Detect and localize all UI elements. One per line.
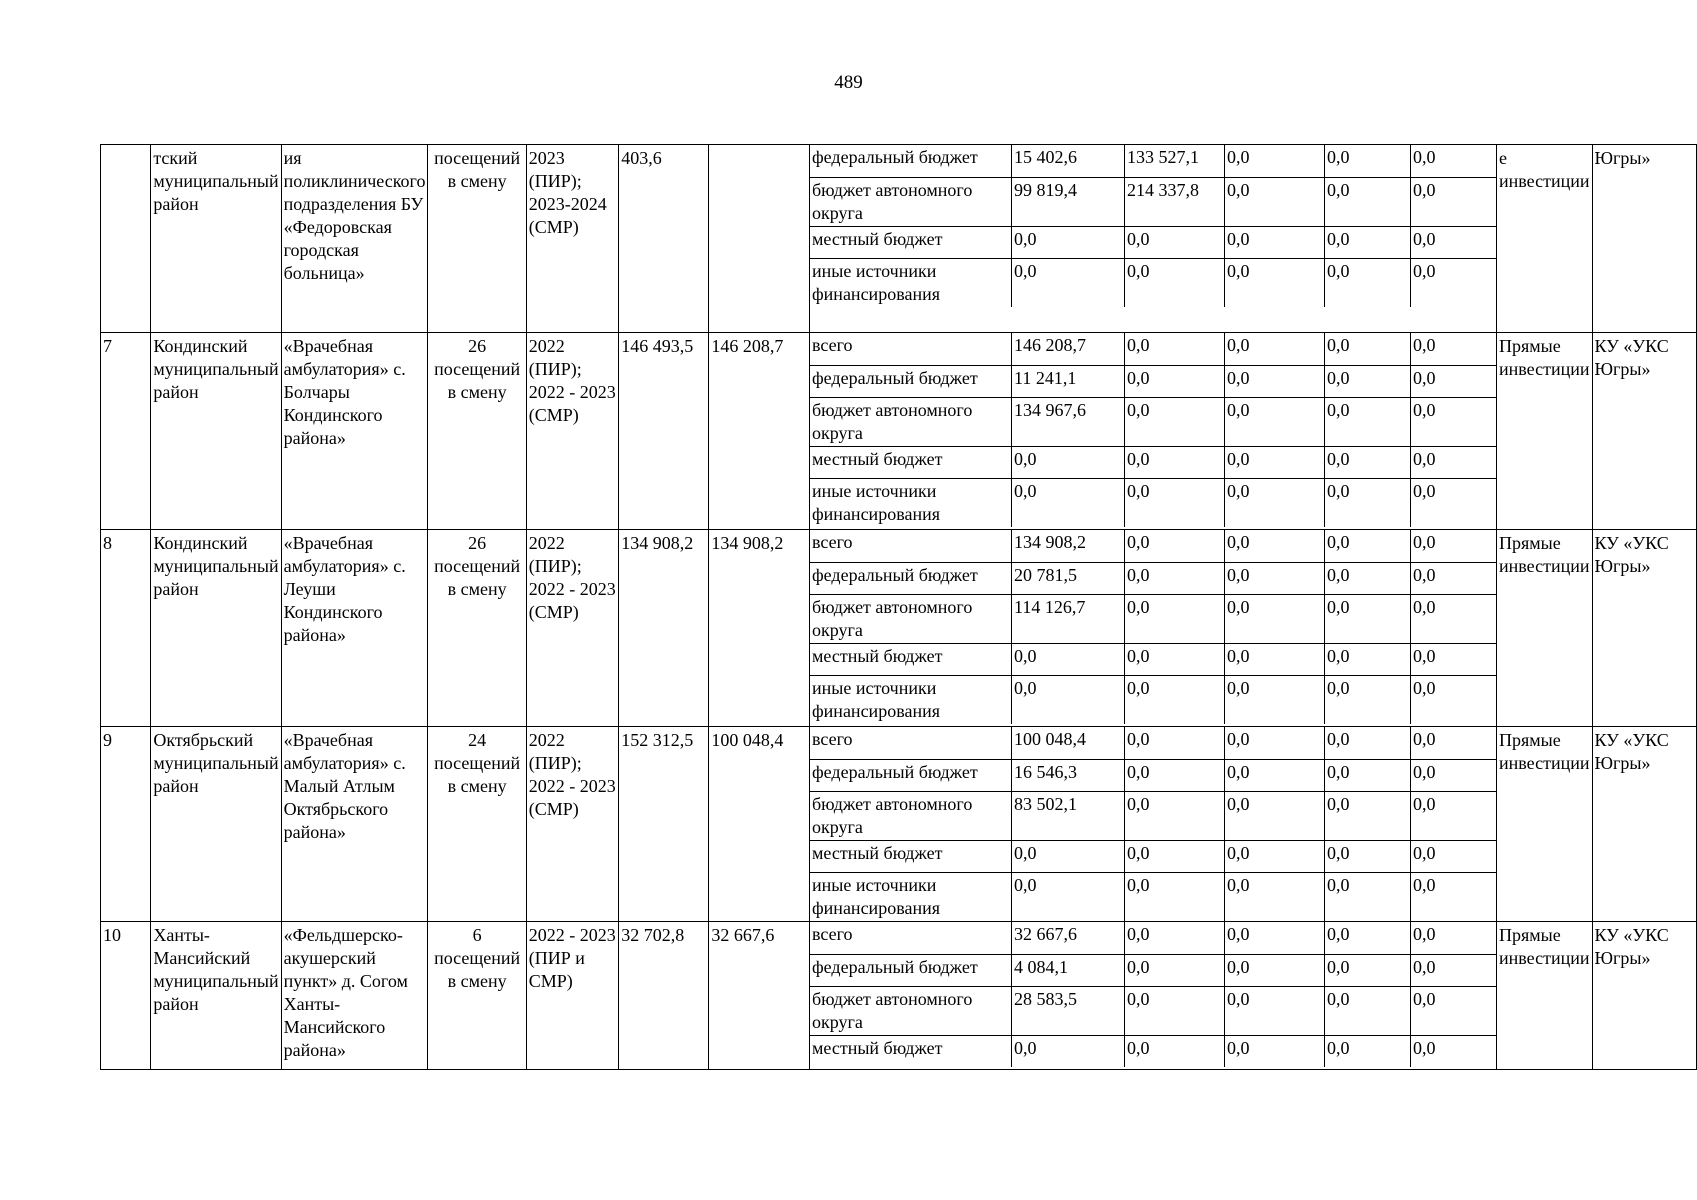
funding-value-v1: 28 583,5	[1011, 987, 1124, 1035]
funding-value-v3: 0,0	[1224, 227, 1324, 258]
funding-value-v3: 0,0	[1224, 259, 1324, 307]
funding-value-v5: 0,0	[1410, 145, 1496, 177]
funding-value-v5: 0,0	[1410, 644, 1496, 675]
funding-source-row	[810, 872, 1496, 921]
funding-value-v3: 0,0	[1224, 922, 1324, 954]
capacity-cell: 6 посещений в смену	[428, 922, 526, 1070]
funding-source-name: местный бюджет	[812, 646, 943, 666]
investment-form-cell: Прямые инвестиции	[1497, 530, 1592, 727]
funding-value-v4: 0,0	[1324, 792, 1410, 840]
funding-value-v5: 0,0	[1410, 873, 1496, 921]
funding-value-v5: 0,0	[1410, 676, 1496, 724]
funding-value-v2: 0,0	[1124, 259, 1224, 307]
funding-value-v2: 0,0	[1124, 955, 1224, 986]
funding-value-v4: 0,0	[1324, 873, 1410, 921]
funding-value-v5: 0,0	[1410, 333, 1496, 365]
funding-value-v3: 0,0	[1224, 841, 1324, 872]
funding-value-v3: 0,0	[1224, 479, 1324, 527]
funding-value-v2: 0,0	[1124, 530, 1224, 562]
cost-remaining-cell: 146 208,7	[709, 333, 810, 530]
funding-value-v1: 15 402,6	[1011, 145, 1124, 177]
funding-value-v4: 0,0	[1324, 145, 1410, 177]
customer-cell: Югры»	[1592, 145, 1697, 333]
funding-value-v1: 0,0	[1011, 644, 1124, 675]
funding-value-v1: 134 967,6	[1011, 398, 1124, 446]
funding-value-v4: 0,0	[1324, 987, 1410, 1035]
funding-value-v4: 0,0	[1324, 644, 1410, 675]
funding-value-v4: 0,0	[1324, 922, 1410, 954]
funding-value-v2: 0,0	[1124, 366, 1224, 397]
funding-value-v5: 0,0	[1410, 398, 1496, 446]
funding-value-v2: 0,0	[1124, 873, 1224, 921]
funding-value-v4: 0,0	[1324, 447, 1410, 478]
funding-value-v1: 0,0	[1011, 1036, 1124, 1067]
funding-source-name: федеральный бюджет	[812, 368, 978, 388]
funding-value-v2: 214 337,8	[1124, 178, 1224, 226]
funding-source-name: местный бюджет	[812, 449, 943, 469]
investment-form-cell: Прямые инвестиции	[1497, 333, 1592, 530]
funding-source-row	[810, 1035, 1496, 1067]
funding-value-v4: 0,0	[1324, 727, 1410, 759]
funding-value-v5: 0,0	[1410, 447, 1496, 478]
capacity-cell: 24 посещений в смену	[428, 727, 526, 922]
row-number: 8	[101, 530, 151, 727]
funding-source-row	[810, 258, 1496, 307]
object-name-cell: «Врачебная амбулатория» с. Малый Атлым Октябрьского района»	[281, 727, 428, 922]
capacity-cell: 26 посещений в смену	[428, 333, 526, 530]
funding-value-v1: 114 126,7	[1011, 595, 1124, 643]
funding-source-name: всего	[812, 335, 853, 355]
funding-value-v5: 0,0	[1410, 727, 1496, 759]
funding-value-v1: 0,0	[1011, 841, 1124, 872]
funding-value-v1: 0,0	[1011, 479, 1124, 527]
funding-value-v4: 0,0	[1324, 841, 1410, 872]
object-name-cell: «Фельдшерско-акушерский пункт» д. Согом Ханты-Мансийского района»	[281, 922, 428, 1070]
funding-value-v4: 0,0	[1324, 530, 1410, 562]
funding-value-v1: 146 208,7	[1011, 333, 1124, 365]
cost-remaining-cell	[709, 145, 810, 333]
funding-value-v1: 32 667,6	[1011, 922, 1124, 954]
funding-value-v2: 0,0	[1124, 398, 1224, 446]
funding-source-row	[810, 986, 1496, 1035]
table-row	[101, 530, 1697, 727]
table-row	[101, 333, 1697, 530]
funding-value-v5: 0,0	[1410, 841, 1496, 872]
cost-remaining-cell: 32 667,6	[709, 922, 810, 1070]
funding-source-name: местный бюджет	[812, 1038, 943, 1058]
investment-form-cell: е инвестиции	[1497, 145, 1592, 333]
funding-value-v2: 0,0	[1124, 727, 1224, 759]
funding-value-v2: 0,0	[1124, 760, 1224, 791]
funding-value-v1: 134 908,2	[1011, 530, 1124, 562]
period-cell: 2023 (ПИР); 2023-2024 (СМР)	[526, 145, 619, 333]
funding-value-v5: 0,0	[1410, 178, 1496, 226]
funding-value-v4: 0,0	[1324, 178, 1410, 226]
funding-source-row	[810, 530, 1496, 562]
funding-source-name: всего	[812, 532, 853, 552]
funding-value-v4: 0,0	[1324, 259, 1410, 307]
funding-value-v3: 0,0	[1224, 676, 1324, 724]
funding-value-v3: 0,0	[1224, 333, 1324, 365]
funding-value-v4: 0,0	[1324, 227, 1410, 258]
funding-source-row	[810, 791, 1496, 840]
funding-source-name: всего	[812, 729, 853, 749]
funding-value-v3: 0,0	[1224, 530, 1324, 562]
object-name-cell: «Врачебная амбулатория» с. Леуши Кондинского района»	[281, 530, 428, 727]
funding-value-v4: 0,0	[1324, 1036, 1410, 1067]
funding-source-name: всего	[812, 924, 853, 944]
table-row	[101, 922, 1697, 1070]
funding-value-v5: 0,0	[1410, 987, 1496, 1035]
funding-source-row	[810, 333, 1496, 365]
municipality-cell: Кондинский муниципальный район	[151, 333, 281, 530]
funding-value-v1: 100 048,4	[1011, 727, 1124, 759]
municipality-cell: тский муниципальный район	[151, 145, 281, 333]
investment-form-cell: Прямые инвестиции	[1497, 727, 1592, 922]
funding-value-v3: 0,0	[1224, 178, 1324, 226]
funding-value-v3: 0,0	[1224, 366, 1324, 397]
funding-source-name: иные источники финансирования	[812, 678, 940, 721]
funding-sources-cell	[810, 333, 1497, 530]
cost-total-cell: 146 493,5	[619, 333, 709, 530]
funding-value-v2: 0,0	[1124, 447, 1224, 478]
funding-source-name: бюджет автономного округа	[812, 400, 973, 443]
funding-value-v5: 0,0	[1410, 922, 1496, 954]
funding-value-v1: 99 819,4	[1011, 178, 1124, 226]
funding-value-v5: 0,0	[1410, 760, 1496, 791]
funding-value-v2: 0,0	[1124, 676, 1224, 724]
funding-source-row	[810, 643, 1496, 675]
funding-source-row	[810, 954, 1496, 986]
funding-value-v4: 0,0	[1324, 563, 1410, 594]
funding-value-v4: 0,0	[1324, 366, 1410, 397]
funding-value-v2: 0,0	[1124, 987, 1224, 1035]
funding-value-v5: 0,0	[1410, 530, 1496, 562]
funding-value-v2: 0,0	[1124, 1036, 1224, 1067]
funding-source-name: местный бюджет	[812, 229, 943, 249]
object-name-cell: «Врачебная амбулатория» с. Болчары Кондинского района»	[281, 333, 428, 530]
municipality-cell: Ханты-Мансийский муниципальный район	[151, 922, 281, 1070]
funding-value-v5: 0,0	[1410, 595, 1496, 643]
funding-source-row	[810, 397, 1496, 446]
funding-source-row	[810, 478, 1496, 527]
funding-value-v1: 0,0	[1011, 676, 1124, 724]
funding-value-v3: 0,0	[1224, 727, 1324, 759]
funding-value-v5: 0,0	[1410, 227, 1496, 258]
funding-source-row	[810, 226, 1496, 258]
funding-source-row	[810, 177, 1496, 226]
period-cell: 2022 (ПИР); 2022 - 2023 (СМР)	[526, 530, 619, 727]
funding-source-row	[810, 675, 1496, 724]
row-number	[101, 145, 151, 333]
funding-sources-cell	[810, 922, 1497, 1070]
funding-value-v1: 11 241,1	[1011, 366, 1124, 397]
period-cell: 2022 (ПИР); 2022 - 2023 (СМР)	[526, 727, 619, 922]
funding-value-v1: 0,0	[1011, 447, 1124, 478]
funding-source-name: федеральный бюджет	[812, 762, 978, 782]
funding-value-v4: 0,0	[1324, 676, 1410, 724]
object-name-cell: ия поликлинического подразделения БУ «Федоровская городская больница»	[281, 145, 428, 333]
funding-value-v2: 0,0	[1124, 792, 1224, 840]
funding-value-v5: 0,0	[1410, 955, 1496, 986]
row-number: 7	[101, 333, 151, 530]
investment-objects-table	[100, 144, 1697, 1070]
funding-value-v3: 0,0	[1224, 955, 1324, 986]
funding-source-row	[810, 840, 1496, 872]
cost-total-cell: 152 312,5	[619, 727, 709, 922]
funding-value-v1: 0,0	[1011, 227, 1124, 258]
funding-value-v1: 20 781,5	[1011, 563, 1124, 594]
funding-source-row	[810, 727, 1496, 759]
row-number: 9	[101, 727, 151, 922]
funding-value-v2: 0,0	[1124, 479, 1224, 527]
funding-value-v2: 0,0	[1124, 333, 1224, 365]
funding-value-v4: 0,0	[1324, 479, 1410, 527]
cost-remaining-cell: 100 048,4	[709, 727, 810, 922]
funding-source-row	[810, 145, 1496, 177]
funding-source-name: местный бюджет	[812, 843, 943, 863]
customer-cell: КУ «УКС Югры»	[1592, 530, 1697, 727]
funding-value-v2: 133 527,1	[1124, 145, 1224, 177]
funding-value-v1: 0,0	[1011, 873, 1124, 921]
funding-value-v4: 0,0	[1324, 595, 1410, 643]
investment-form-cell: Прямые инвестиции	[1497, 922, 1592, 1070]
funding-value-v4: 0,0	[1324, 398, 1410, 446]
cost-remaining-cell: 134 908,2	[709, 530, 810, 727]
funding-value-v2: 0,0	[1124, 644, 1224, 675]
funding-value-v2: 0,0	[1124, 563, 1224, 594]
customer-cell: КУ «УКС Югры»	[1592, 922, 1697, 1070]
funding-source-name: федеральный бюджет	[812, 565, 978, 585]
funding-value-v4: 0,0	[1324, 955, 1410, 986]
table-row	[101, 145, 1697, 333]
cost-total-cell: 32 702,8	[619, 922, 709, 1070]
funding-value-v3: 0,0	[1224, 398, 1324, 446]
table-row	[101, 727, 1697, 922]
funding-value-v5: 0,0	[1410, 479, 1496, 527]
funding-value-v3: 0,0	[1224, 760, 1324, 791]
funding-value-v3: 0,0	[1224, 1036, 1324, 1067]
funding-source-row	[810, 562, 1496, 594]
period-cell: 2022 (ПИР); 2022 - 2023 (СМР)	[526, 333, 619, 530]
cost-total-cell: 134 908,2	[619, 530, 709, 727]
funding-value-v5: 0,0	[1410, 366, 1496, 397]
municipality-cell: Октябрьский муниципальный район	[151, 727, 281, 922]
funding-value-v2: 0,0	[1124, 227, 1224, 258]
funding-value-v1: 4 084,1	[1011, 955, 1124, 986]
period-cell: 2022 - 2023 (ПИР и СМР)	[526, 922, 619, 1070]
funding-value-v3: 0,0	[1224, 447, 1324, 478]
funding-source-name: федеральный бюджет	[812, 147, 978, 167]
funding-source-row	[810, 446, 1496, 478]
funding-source-name: федеральный бюджет	[812, 957, 978, 977]
funding-source-row	[810, 922, 1496, 954]
funding-source-name: бюджет автономного округа	[812, 989, 973, 1032]
row-number: 10	[101, 922, 151, 1070]
municipality-cell: Кондинский муниципальный район	[151, 530, 281, 727]
funding-value-v3: 0,0	[1224, 792, 1324, 840]
funding-source-name: бюджет автономного округа	[812, 180, 973, 223]
funding-value-v2: 0,0	[1124, 595, 1224, 643]
funding-value-v5: 0,0	[1410, 792, 1496, 840]
funding-value-v3: 0,0	[1224, 563, 1324, 594]
funding-value-v3: 0,0	[1224, 644, 1324, 675]
capacity-cell: 26 посещений в смену	[428, 530, 526, 727]
funding-value-v5: 0,0	[1410, 1036, 1496, 1067]
funding-value-v2: 0,0	[1124, 922, 1224, 954]
funding-value-v4: 0,0	[1324, 760, 1410, 791]
funding-value-v2: 0,0	[1124, 841, 1224, 872]
funding-source-name: бюджет автономного округа	[812, 597, 973, 640]
funding-source-name: иные источники финансирования	[812, 875, 940, 918]
customer-cell: КУ «УКС Югры»	[1592, 333, 1697, 530]
funding-value-v5: 0,0	[1410, 259, 1496, 307]
page-number: 489	[834, 72, 863, 93]
funding-value-v3: 0,0	[1224, 145, 1324, 177]
funding-value-v3: 0,0	[1224, 987, 1324, 1035]
funding-source-row	[810, 759, 1496, 791]
funding-value-v1: 83 502,1	[1011, 792, 1124, 840]
funding-value-v3: 0,0	[1224, 595, 1324, 643]
funding-sources-cell	[810, 145, 1497, 333]
funding-source-name: иные источники финансирования	[812, 481, 940, 524]
funding-sources-cell	[810, 530, 1497, 727]
capacity-cell: посещений в смену	[428, 145, 526, 333]
funding-value-v1: 16 546,3	[1011, 760, 1124, 791]
funding-value-v5: 0,0	[1410, 563, 1496, 594]
funding-sources-cell	[810, 727, 1497, 922]
funding-value-v4: 0,0	[1324, 333, 1410, 365]
funding-source-row	[810, 594, 1496, 643]
funding-source-name: иные источники финансирования	[812, 261, 940, 304]
funding-source-row	[810, 365, 1496, 397]
funding-source-name: бюджет автономного округа	[812, 794, 973, 837]
funding-value-v1: 0,0	[1011, 259, 1124, 307]
customer-cell: КУ «УКС Югры»	[1592, 727, 1697, 922]
cost-total-cell: 403,6	[619, 145, 709, 333]
funding-value-v3: 0,0	[1224, 873, 1324, 921]
